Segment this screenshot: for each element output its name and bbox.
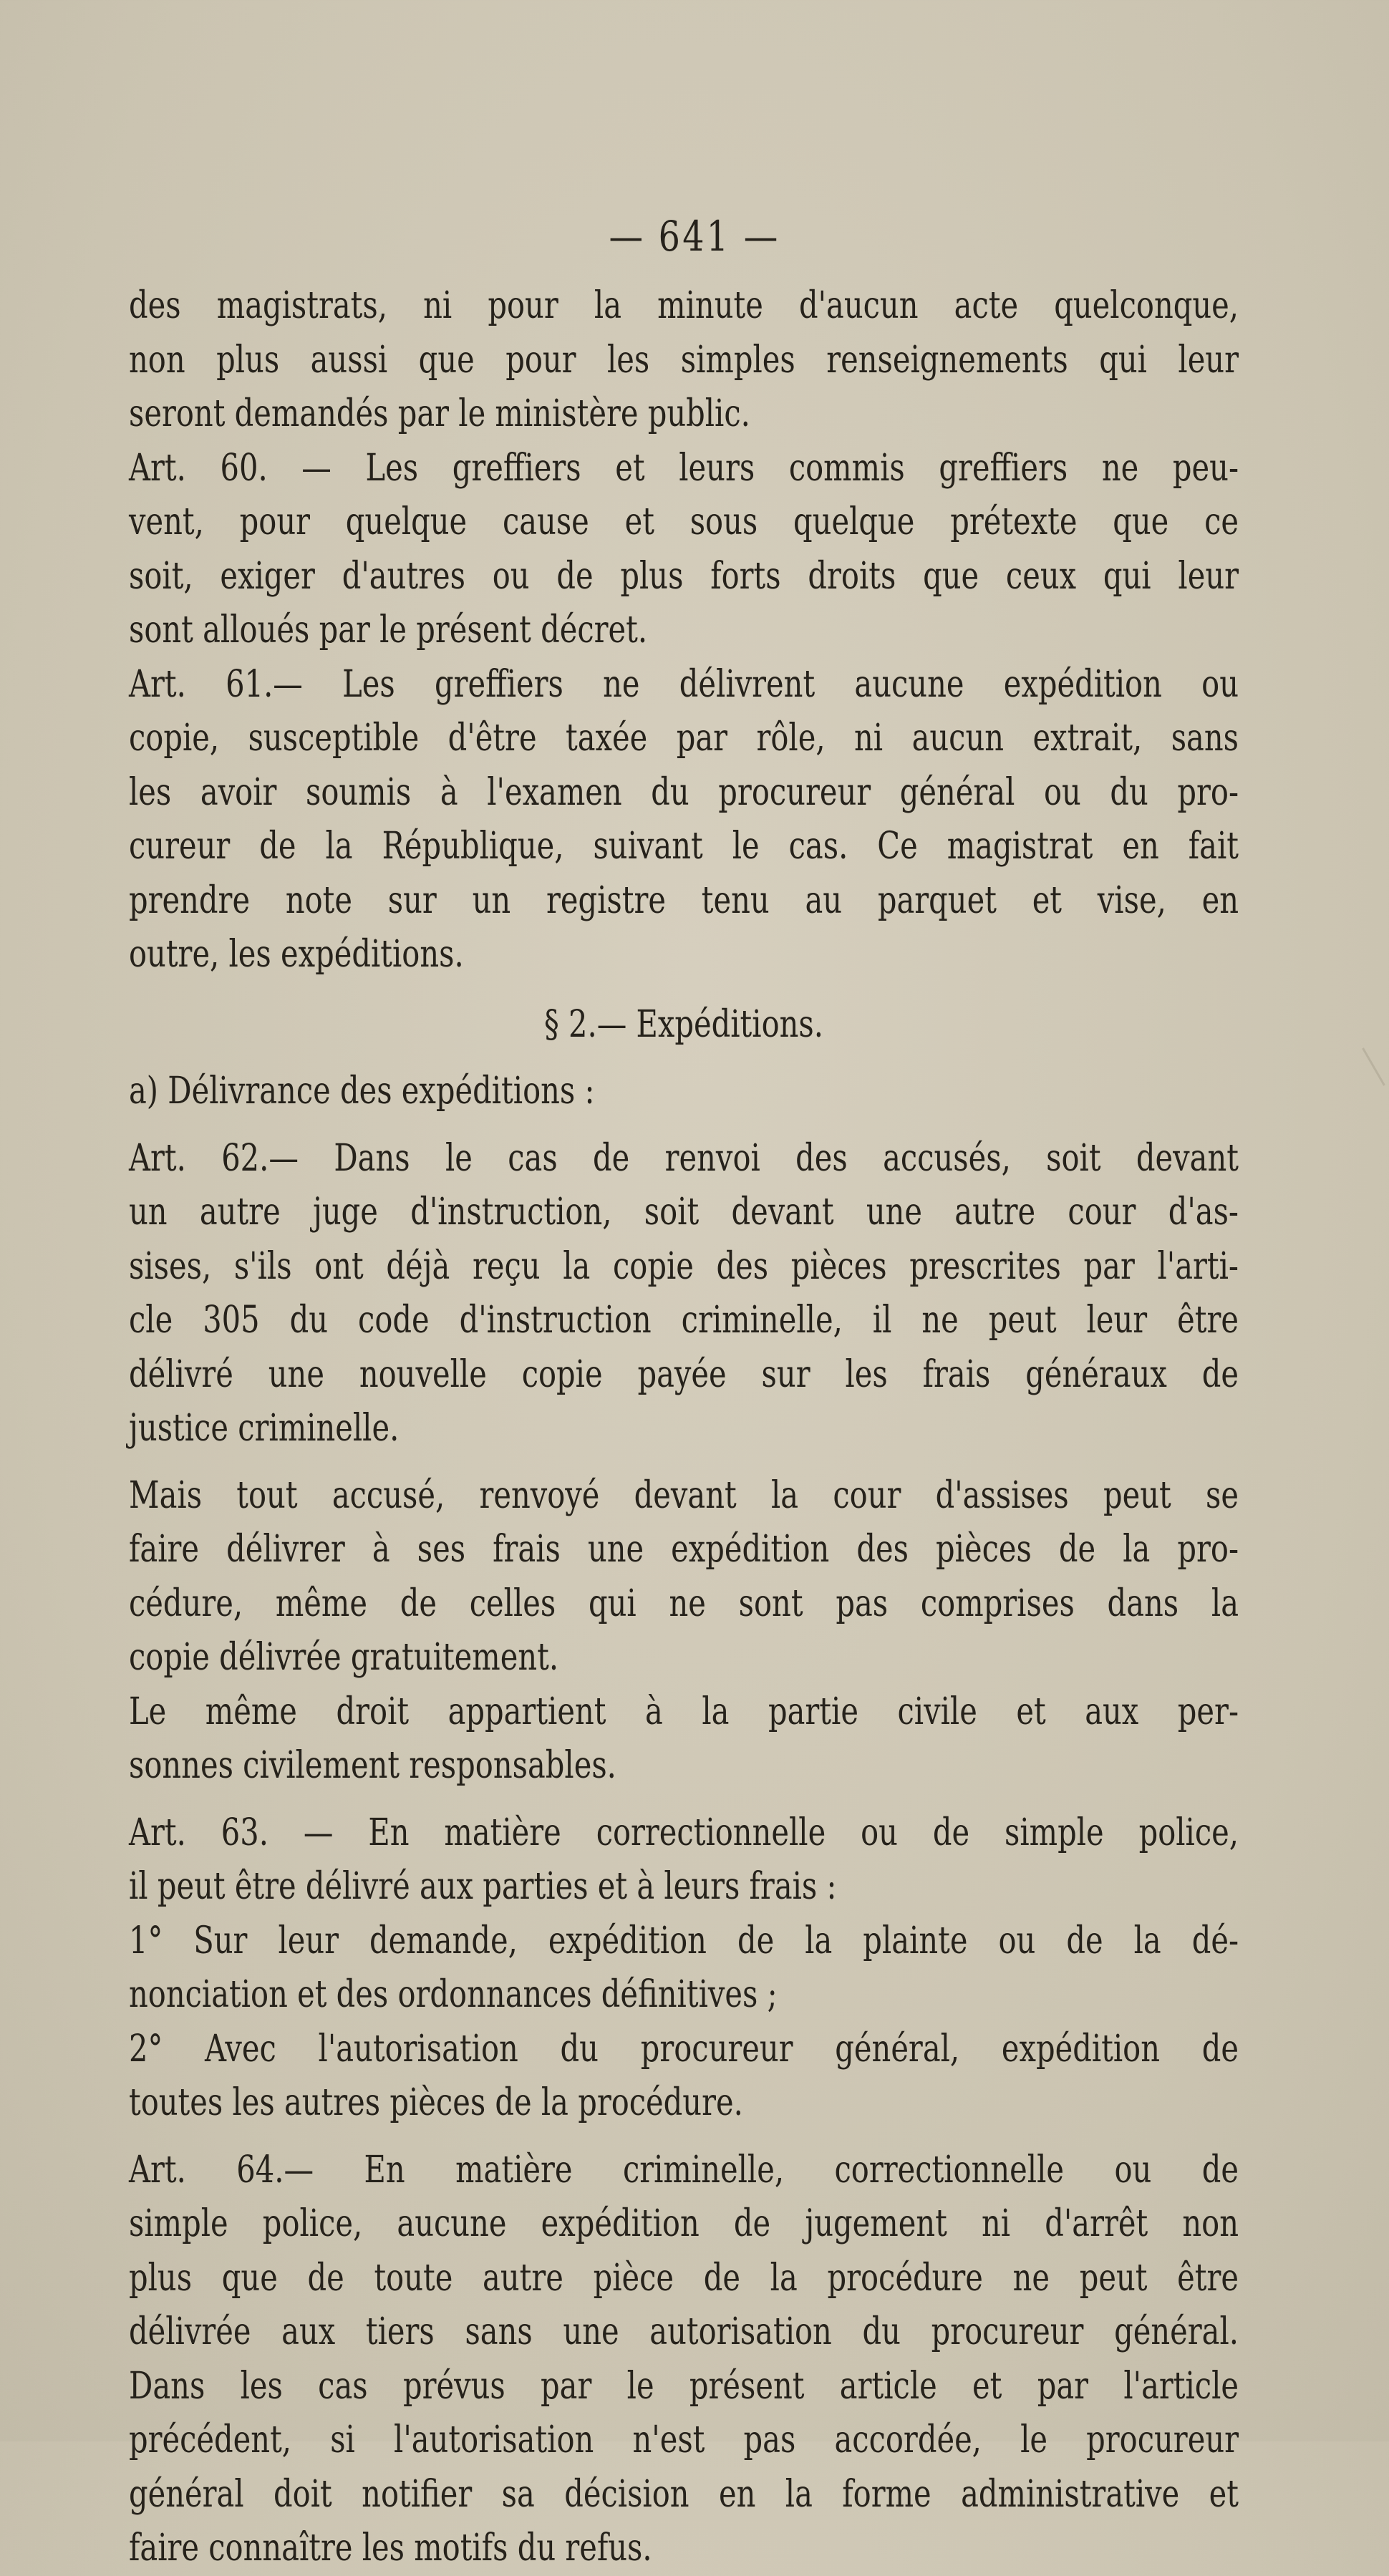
subsection-heading: a) Délivrance des expéditions : xyxy=(129,1070,595,1113)
text-line: délivrée aux tiers sans une autorisation du procureur général. xyxy=(129,2310,1239,2353)
text-line: cédure, même de celles qui ne sont pas comprises dans la xyxy=(129,1582,1239,1625)
text-line: cureur de la République, suivant le cas. Ce magistrat en fait xyxy=(129,825,1239,868)
text-line: seront demandés par le ministère public. xyxy=(129,392,750,435)
text-line: délivré une nouvelle copie payée sur les frais généraux de xyxy=(129,1352,1239,1396)
text-line: cle 305 du code d'instruction criminelle, il ne peut leur être xyxy=(129,1299,1239,1342)
text-line: faire délivrer à ses frais une expédition des pièces de la pro- xyxy=(129,1528,1239,1571)
text-line: copie délivrée gratuitement. xyxy=(129,1636,559,1679)
text-line: il peut être délivré aux parties et à leurs frais : xyxy=(129,1865,837,1908)
text-line: Art. 63. — En matière correctionnelle ou de simple police, xyxy=(129,1811,1239,1854)
text-line: 2° Avec l'autorisation du procureur général, expédition de xyxy=(129,2027,1239,2071)
text-line: Dans les cas prévus par le présent article et par l'article xyxy=(129,2364,1239,2408)
text-line: général doit notifier sa décision en la forme administrative et xyxy=(129,2472,1239,2516)
text-line: les avoir soumis à l'examen du procureur général ou du pro- xyxy=(129,770,1239,814)
paper-mark xyxy=(1362,1047,1385,1085)
text-line: sonnes civilement responsables. xyxy=(129,1744,616,1787)
text-line: Art. 61.— Les greffiers ne délivrent aucune expédition ou xyxy=(129,662,1239,706)
text-line: sises, s'ils ont déjà reçu la copie des pièces prescrites par l'arti- xyxy=(129,1244,1239,1288)
text-line: soit, exiger d'autres ou de plus forts droits que ceux qui leur xyxy=(129,554,1239,598)
text-line: justice criminelle. xyxy=(129,1407,400,1450)
text-line: Le même droit appartient à la partie civile et aux per- xyxy=(129,1690,1239,1733)
text-line: 1° Sur leur demande, expédition de la plainte ou de la dé- xyxy=(129,1919,1239,1962)
section-heading: § 2.— Expéditions. xyxy=(544,1002,823,1046)
text-line: simple police, aucune expédition de jugement ni d'arrêt non xyxy=(129,2202,1239,2245)
text-line: prendre note sur un registre tenu au parquet et vise, en xyxy=(129,878,1239,922)
text-line: vent, pour quelque cause et sous quelque prétexte que ce xyxy=(129,500,1239,543)
text-line: précédent, si l'autorisation n'est pas accordée, le procureur xyxy=(129,2418,1239,2461)
text-line: Mais tout accusé, renvoyé devant la cour d'assises peut se xyxy=(129,1473,1239,1517)
body-text xyxy=(129,279,1239,2576)
text-line: plus que de toute autre pièce de la procédure ne peut être xyxy=(129,2256,1239,2300)
text-line: des magistrats, ni pour la minute d'aucun acte quelconque, xyxy=(129,284,1239,327)
text-line: Art. 60. — Les greffiers et leurs commis greffiers ne peu- xyxy=(129,446,1239,490)
text-line: Art. 62.— Dans le cas de renvoi des accusés, soit devant xyxy=(129,1136,1239,1180)
text-line: faire connaître les motifs du refus. xyxy=(129,2527,652,2570)
text-line: copie, susceptible d'être taxée par rôle, ni aucun extrait, sans xyxy=(129,717,1239,760)
text-line: nonciation et des ordonnances définitives ; xyxy=(129,1973,778,2016)
text-line: Art. 64.— En matière criminelle, correctionnelle ou de xyxy=(129,2148,1239,2192)
text-line: outre, les expéditions. xyxy=(129,933,464,976)
text-line: toutes les autres pièces de la procédure. xyxy=(129,2081,743,2124)
text-line: sont alloués par le présent décret. xyxy=(129,609,648,652)
text-line: non plus aussi que pour les simples renseignements qui leur xyxy=(129,338,1239,382)
text-line: un autre juge d'instruction, soit devant une autre cour d'as- xyxy=(129,1191,1239,1234)
page-number: — 641 — xyxy=(609,212,780,261)
